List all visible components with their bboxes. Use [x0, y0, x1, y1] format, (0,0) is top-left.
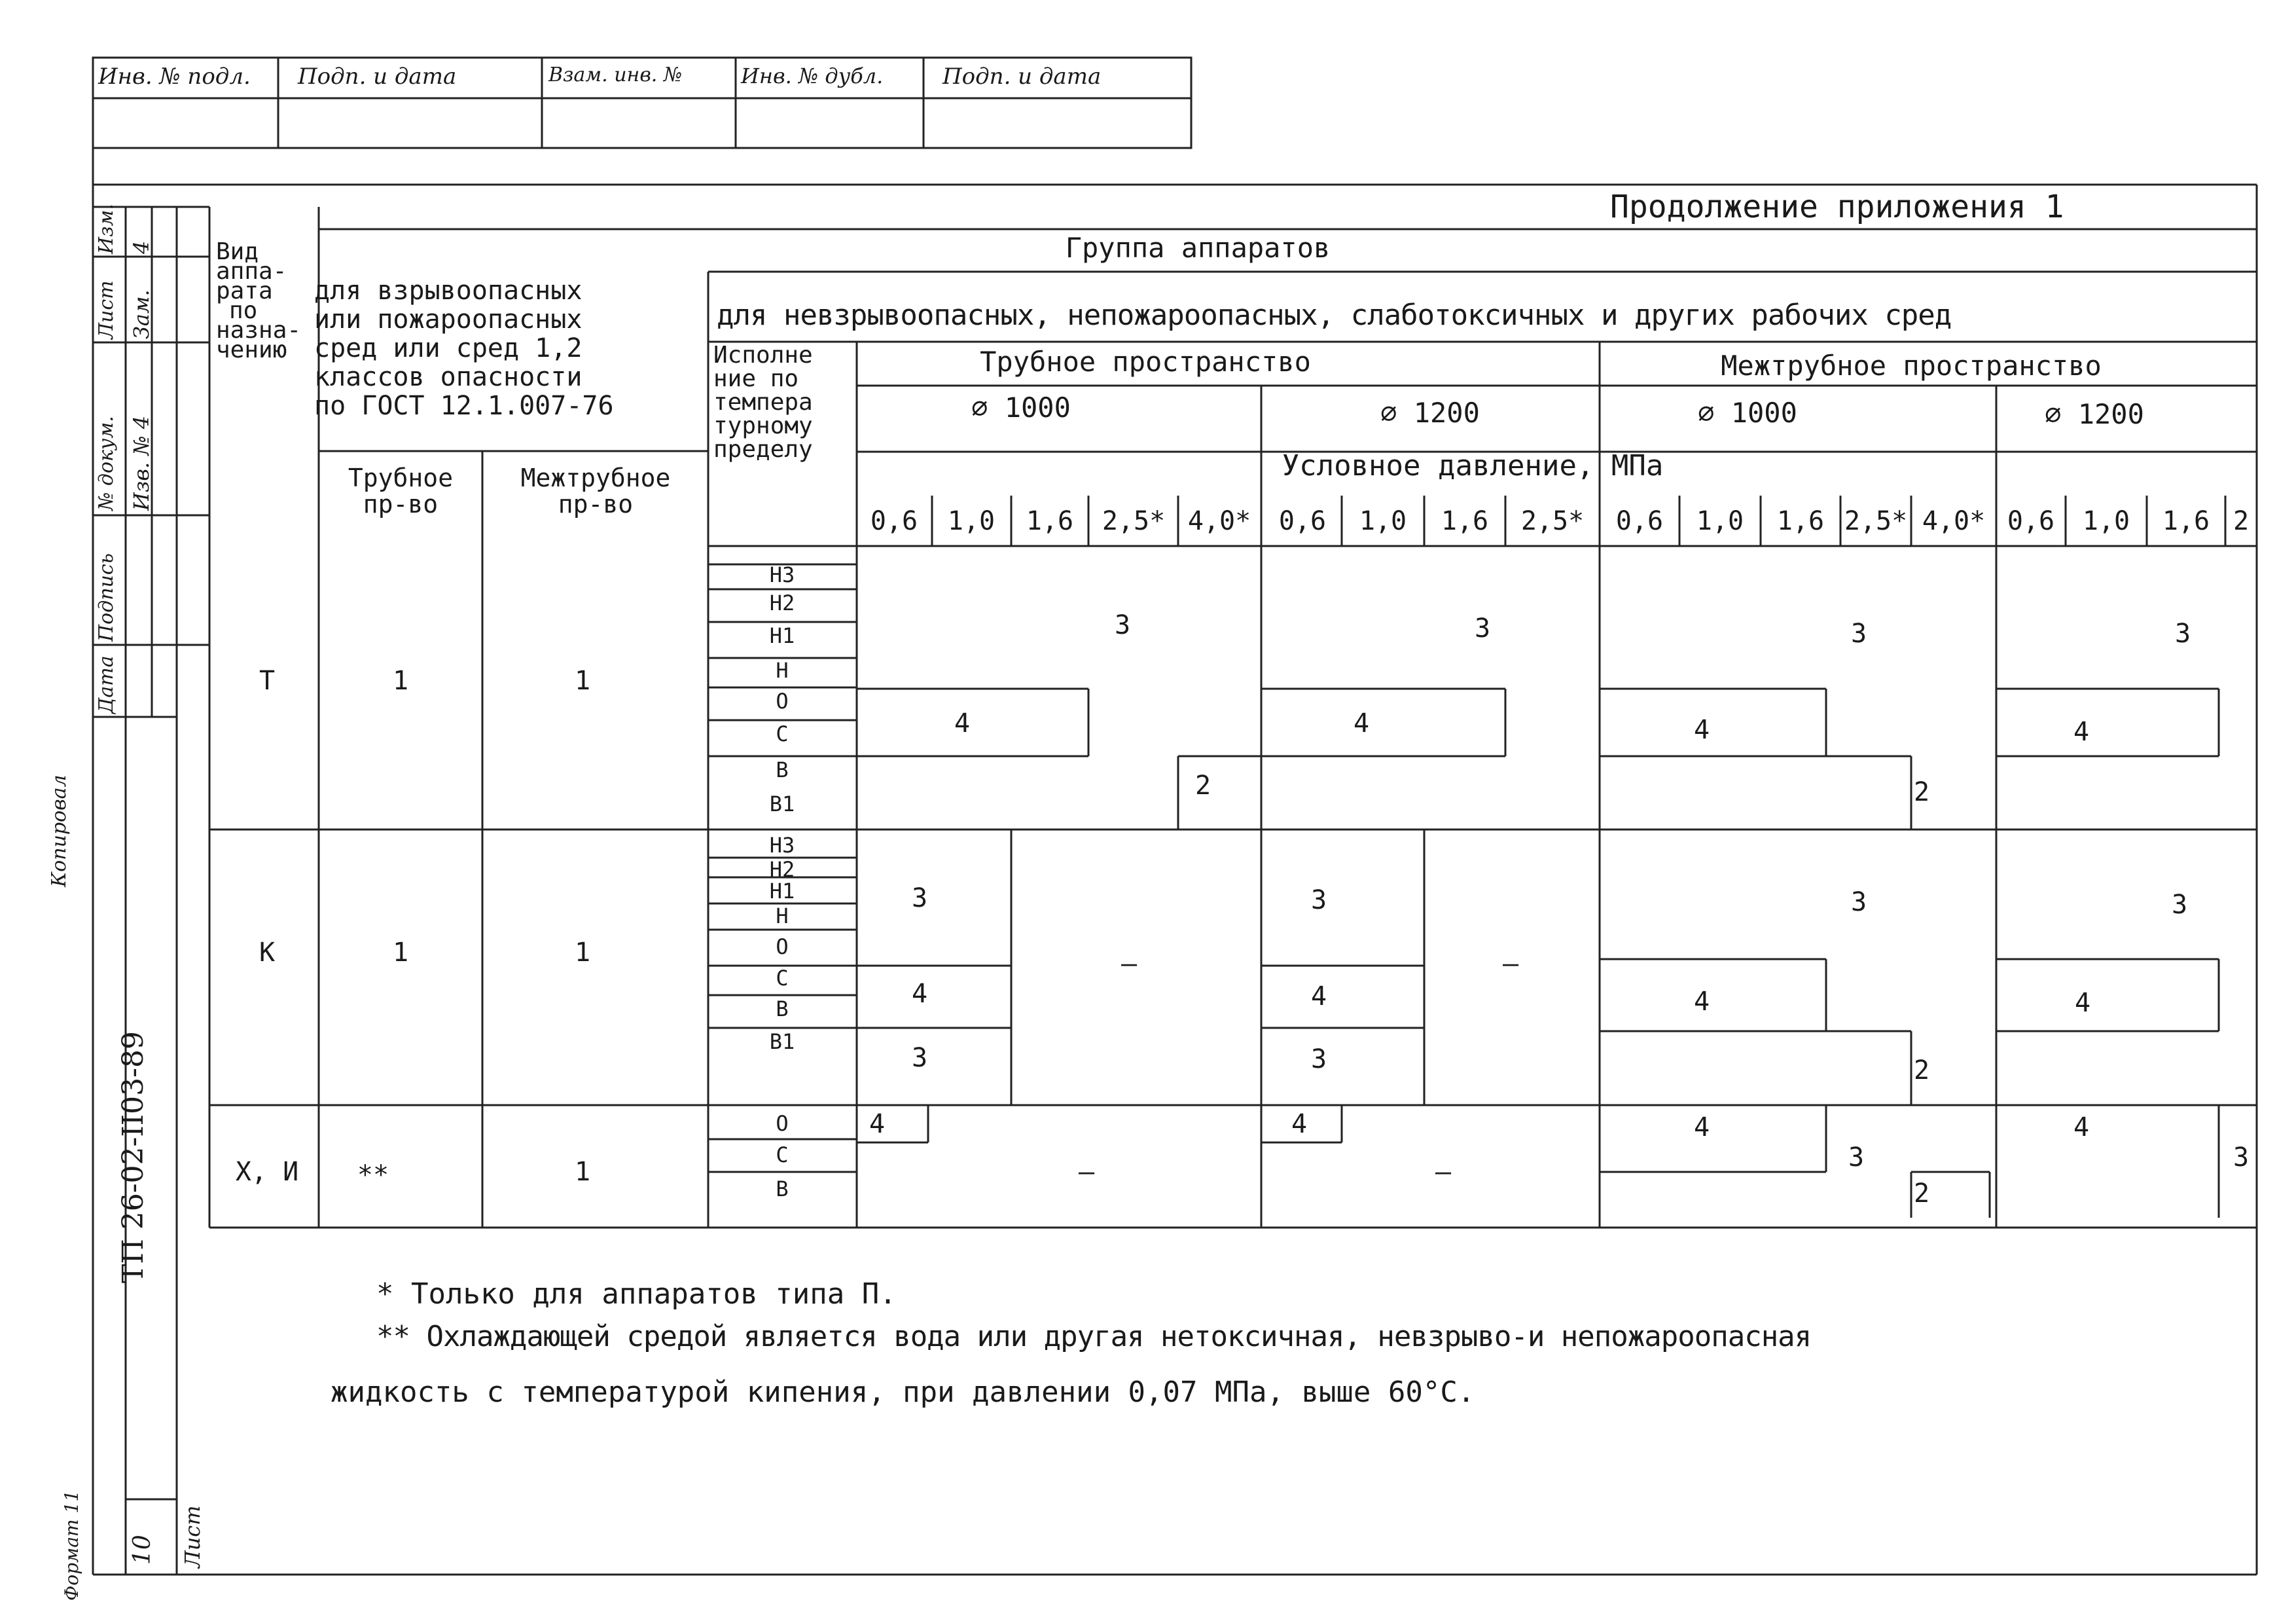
footnote-3: жидкость с температурой кипения, при давлении 0,07 МПа, выше 60°С.: [331, 1376, 1475, 1409]
side-label-podpis: Подпись: [95, 553, 118, 642]
pressure-m1000-3: 1,6: [1776, 506, 1825, 536]
stamp-cell-vzam-inv: Взам. инв. №: [548, 64, 683, 86]
pressure-t1000-4: 2,5*: [1102, 506, 1166, 536]
side-label-list: Лист: [95, 280, 118, 339]
pressure-t1200-1: 0,6: [1278, 506, 1327, 536]
header-d1200-trub: ⌀ 1200: [1380, 397, 1480, 429]
left-group-line-1: для взрывоопасных: [314, 276, 583, 306]
row1-val-t1000-4: 4: [954, 708, 971, 739]
vid-line-1: Вид: [216, 238, 259, 265]
row1-val-t1200-4: 4: [1353, 708, 1370, 739]
row1-code-4: Н: [776, 658, 789, 683]
stamp-cell-inv-dubl: Инв. № дубл.: [741, 64, 884, 88]
row2-val-t1000-3a: 3: [911, 883, 928, 913]
row2-val-t1200-3a: 3: [1310, 885, 1327, 915]
side-label-dokum: № докум.: [95, 416, 118, 511]
vid-line-3: рата: [216, 278, 273, 304]
row1-val-m1000-3: 3: [1850, 619, 1867, 649]
header-d1000-mezh: ⌀ 1000: [1698, 397, 1797, 429]
doc-code: ТП 26-02-II03-89: [117, 1030, 150, 1283]
vid-line-5: назна-: [216, 317, 302, 344]
trub-pr-line-1: Трубное: [348, 464, 454, 492]
isp-line-3: темпера: [713, 389, 813, 416]
header-gruppa: Группа аппаратов: [1065, 232, 1331, 264]
header-trub-pr: [348, 465, 453, 517]
row2-code-4: Н: [776, 903, 789, 928]
pressure-t1200-2: 1,0: [1359, 506, 1407, 536]
header-left-group: [314, 276, 614, 420]
row2-code-2: Н2: [769, 857, 795, 882]
row3-vid: Х, И: [235, 1157, 299, 1187]
row2-val-m1000-4: 4: [1693, 987, 1710, 1017]
stamp-cell-podp-data: Подп. и дата: [298, 64, 457, 90]
vid-line-2: аппа-: [216, 258, 287, 285]
isp-line-5: пределу: [713, 436, 813, 463]
row2-mezh: 1: [574, 938, 591, 968]
row2-dash-t1200: —: [1502, 949, 1519, 979]
row3-val-m1000-2: 2: [1913, 1178, 1930, 1209]
row3-val-t1200-4: 4: [1291, 1109, 1308, 1139]
row2-code-5: О: [776, 934, 789, 959]
row1-val-t1000-3: 3: [1114, 610, 1131, 640]
row1-code-7: В: [776, 757, 789, 782]
margin-kopiroval: Копировал: [48, 775, 71, 887]
pressure-t1000-3: 1,6: [1026, 506, 1074, 536]
row1-code-3: Н1: [769, 623, 795, 648]
header-ispolnenie: [713, 344, 813, 462]
trub-pr-line-2: пр-во: [363, 490, 439, 519]
stamp-cell-inv-podl: Инв. № подл.: [98, 64, 251, 90]
pressure-t1000-5: 4,0*: [1187, 506, 1251, 536]
row3-val-t1000-4: 4: [869, 1109, 886, 1139]
side-sheet-label: Лист: [180, 1505, 205, 1568]
header-right-group: для невзрывоопасных, непожароопасных, слаботоксичных и других рабочих сред: [717, 299, 1952, 332]
mezhtrub-pr-line-1: Межтрубное: [520, 464, 671, 492]
header-vid-apparata: [216, 238, 302, 363]
row3-dash-t1000: —: [1078, 1157, 1095, 1187]
row3-code-2: С: [776, 1142, 789, 1167]
row2-val-t1000-4: 4: [911, 979, 928, 1009]
row1-code-6: С: [776, 721, 789, 746]
row1-val-m1200-3: 3: [2174, 619, 2191, 649]
row1-val-t1200-3: 3: [1474, 613, 1491, 644]
row1-val-m1000-2: 2: [1913, 777, 1930, 807]
mezhtrub-pr-line-2: пр-во: [558, 490, 634, 519]
left-group-line-3: сред или сред 1,2: [314, 333, 583, 363]
side-value-izm: 4: [129, 240, 154, 254]
row1-vid: Т: [259, 666, 276, 696]
isp-line-4: турному: [713, 412, 813, 439]
header-mezhtrub-pr: [521, 465, 671, 517]
pressure-m1000-5: 4,0*: [1922, 506, 1986, 536]
pressure-t1200-3: 1,6: [1441, 506, 1489, 536]
margin-format: Формат 11: [61, 1489, 82, 1601]
row3-val-m1200-4: 4: [2073, 1112, 2090, 1142]
row1-trub: 1: [392, 666, 409, 696]
row3-trub: **: [357, 1160, 389, 1190]
row3-code-1: О: [776, 1111, 789, 1136]
header-trubnoe-prostranstvo: Трубное пространство: [980, 346, 1311, 378]
row1-code-8: В1: [769, 792, 795, 816]
pressure-m1200-2: 1,0: [2082, 506, 2130, 536]
row2-val-m1000-2: 2: [1913, 1055, 1930, 1085]
row2-code-8: В1: [769, 1029, 795, 1054]
pressure-t1000-2: 1,0: [947, 506, 996, 536]
row2-vid: К: [259, 938, 276, 968]
stamp-cell-podp-data-2: Подп. и дата: [942, 64, 1102, 90]
row3-val-m1000-4: 4: [1693, 1112, 1710, 1142]
row1-code-2: Н2: [769, 591, 795, 615]
left-group-line-2: или пожароопасных: [314, 304, 583, 335]
row2-code-6: С: [776, 966, 789, 991]
row2-val-m1000-3: 3: [1850, 887, 1867, 917]
row3-val-m1000-3: 3: [1848, 1142, 1865, 1173]
row2-val-t1200-4: 4: [1310, 981, 1327, 1012]
row3-dash-t1200: —: [1435, 1157, 1452, 1187]
left-group-line-4: классов опасности: [314, 362, 583, 392]
pressure-m1000-4: 2,5*: [1844, 506, 1908, 536]
row2-val-t1000-3b: 3: [911, 1043, 928, 1073]
header-uslovnoe-davlenie: Условное давление, МПа: [1282, 449, 1664, 483]
row1-val-m1200-4: 4: [2073, 717, 2090, 747]
row3-val-m1200-3: 3: [2233, 1142, 2250, 1173]
row2-dash-t1000: —: [1121, 949, 1138, 979]
side-value-zam: Зам.: [129, 289, 154, 339]
pressure-m1000-1: 0,6: [1615, 506, 1664, 536]
row3-mezh: 1: [574, 1157, 591, 1187]
footnote-1: * Только для аппаратов типа П.: [376, 1277, 897, 1311]
header-d1200-mezh: ⌀ 1200: [2045, 398, 2144, 430]
pressure-t1000-1: 0,6: [870, 506, 918, 536]
row1-val-t1000-2: 2: [1194, 771, 1211, 801]
row2-trub: 1: [392, 938, 409, 968]
row1-val-m1000-4: 4: [1693, 715, 1710, 745]
row2-code-7: В: [776, 996, 789, 1021]
side-sheet-number: 10: [129, 1535, 156, 1565]
row1-code-5: О: [776, 689, 789, 714]
pressure-m1200-4: 2: [2233, 506, 2250, 536]
header-mezhtrubnoe-prostranstvo: Межтрубное пространство: [1721, 350, 2102, 382]
row2-val-t1200-3b: 3: [1310, 1044, 1327, 1074]
pressure-t1200-4: 2,5*: [1520, 506, 1585, 536]
page-title: Продолжение приложения 1: [1610, 189, 2064, 225]
side-value-izv: Изв. № 4: [129, 415, 154, 511]
row2-val-m1200-3: 3: [2171, 890, 2188, 920]
side-label-izm: Изм.: [95, 204, 118, 254]
vid-line-4: по: [229, 297, 258, 324]
pressure-m1200-1: 0,6: [2007, 506, 2055, 536]
row1-mezh: 1: [574, 666, 591, 696]
pressure-m1000-2: 1,0: [1696, 506, 1744, 536]
left-group-line-5: по ГОСТ 12.1.007-76: [314, 391, 614, 421]
footnote-2: ** Охлаждающей средой является вода или другая нетоксичная, невзрыво-и непожароопасная: [376, 1320, 1812, 1353]
row2-code-1: Н3: [769, 833, 795, 858]
row3-code-3: В: [776, 1176, 789, 1201]
side-label-data: Дата: [95, 655, 118, 714]
row2-val-m1200-4: 4: [2074, 988, 2091, 1018]
header-d1000-trub: ⌀ 1000: [971, 392, 1071, 424]
row2-code-3: Н1: [769, 879, 795, 903]
isp-line-2: ние по: [713, 365, 799, 392]
row1-code-1: Н3: [769, 562, 795, 587]
pressure-m1200-3: 1,6: [2162, 506, 2210, 536]
isp-line-1: Исполне: [713, 342, 813, 369]
vid-line-6: чению: [216, 337, 287, 363]
